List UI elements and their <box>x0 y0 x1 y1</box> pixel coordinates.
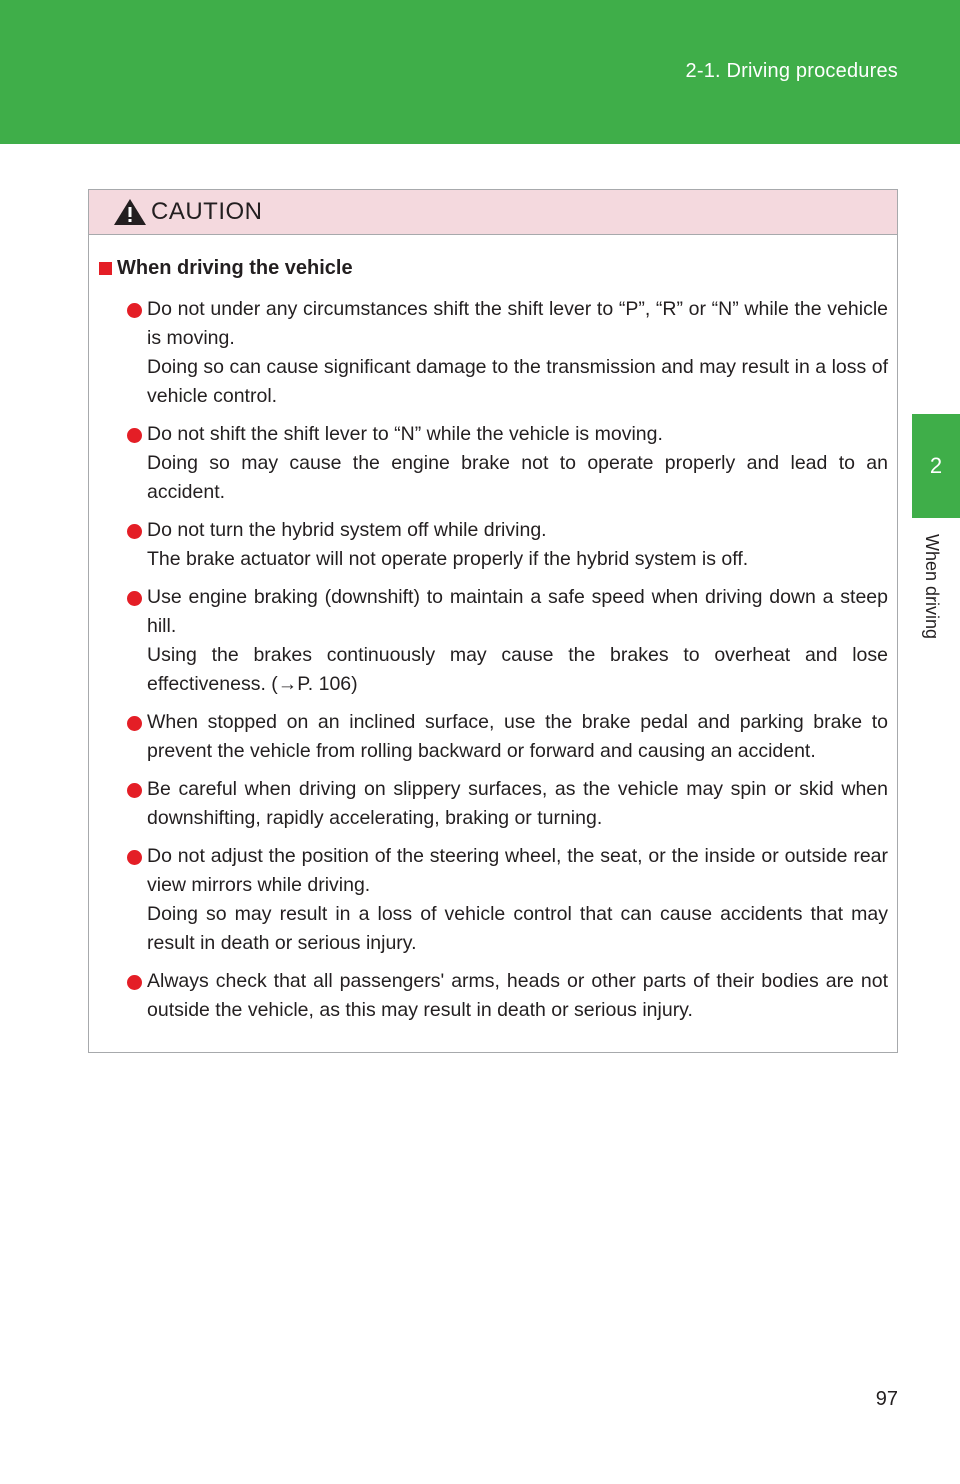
caution-item-text: Doing so may cause the engine brake not to operate properly and lead to an accident. <box>147 452 888 503</box>
bullet-dot-icon <box>127 428 142 443</box>
caution-item-text: The brake actuator will not operate properly if the hybrid system is off. <box>147 548 749 570</box>
caution-header <box>89 190 897 235</box>
header-bar <box>0 0 960 144</box>
caution-item <box>127 842 888 958</box>
caution-section-heading <box>99 253 888 283</box>
caution-item-text: Doing so may result in a loss of vehicle control that can cause accidents that may result in death or serious injury. <box>147 903 888 954</box>
caution-item-text: Do not turn the hybrid system off while driving. <box>147 519 547 541</box>
caution-item-text: Do not shift the shift lever to “N” while the vehicle is moving. <box>147 423 663 445</box>
caution-item <box>127 295 888 411</box>
caution-item <box>127 708 888 766</box>
caution-item-text: Using the brakes continuously may cause the brakes to overheat and lose effectiveness. (→P. 106) <box>147 644 888 695</box>
caution-item <box>127 516 888 574</box>
chapter-tab-number[interactable]: 2 <box>912 414 960 518</box>
bullet-dot-icon <box>127 303 142 318</box>
caution-body <box>89 235 897 1025</box>
bullet-dot-icon <box>127 524 142 539</box>
caution-item <box>127 775 888 833</box>
caution-item-text: Do not adjust the position of the steering wheel, the seat, or the inside or outside rear view mirrors while driving. <box>147 845 888 896</box>
bullet-dot-icon <box>127 591 142 606</box>
section-title: 2-1. Driving procedures <box>685 60 898 82</box>
bullet-dot-icon <box>127 850 142 865</box>
caution-item-text: Always check that all passengers' arms, heads or other parts of their bodies are not outside the vehicle, as this may result in death or serious injury. <box>147 970 888 1021</box>
caution-heading-text: When driving the vehicle <box>117 257 353 279</box>
square-bullet-icon <box>99 262 112 275</box>
caution-item-text: Be careful when driving on slippery surfaces, as the vehicle may spin or skid when downshifting, rapidly accelerating, braking or turning. <box>147 778 888 829</box>
caution-item-text: Do not under any circumstances shift the shift lever to “P”, “R” or “N” while the vehicle is moving. <box>147 298 888 349</box>
caution-item <box>127 420 888 507</box>
warning-triangle-icon <box>113 198 147 226</box>
caution-item <box>127 967 888 1025</box>
caution-item-text: Doing so can cause significant damage to the transmission and may result in a loss of vehicle control. <box>147 356 888 407</box>
page-number: 97 <box>875 1388 898 1410</box>
caution-title: CAUTION <box>151 198 263 225</box>
caution-item-text: Use engine braking (downshift) to maintain a safe speed when driving down a steep hill. <box>147 586 888 637</box>
caution-item <box>127 583 888 699</box>
caution-box <box>88 189 898 1053</box>
bullet-dot-icon <box>127 975 142 990</box>
chapter-tab-label: When driving <box>922 534 942 640</box>
bullet-dot-icon <box>127 716 142 731</box>
bullet-dot-icon <box>127 783 142 798</box>
caution-item-text: When stopped on an inclined surface, use the brake pedal and parking brake to prevent the vehicle from rolling backward or forward and causing an accident. <box>147 711 888 762</box>
